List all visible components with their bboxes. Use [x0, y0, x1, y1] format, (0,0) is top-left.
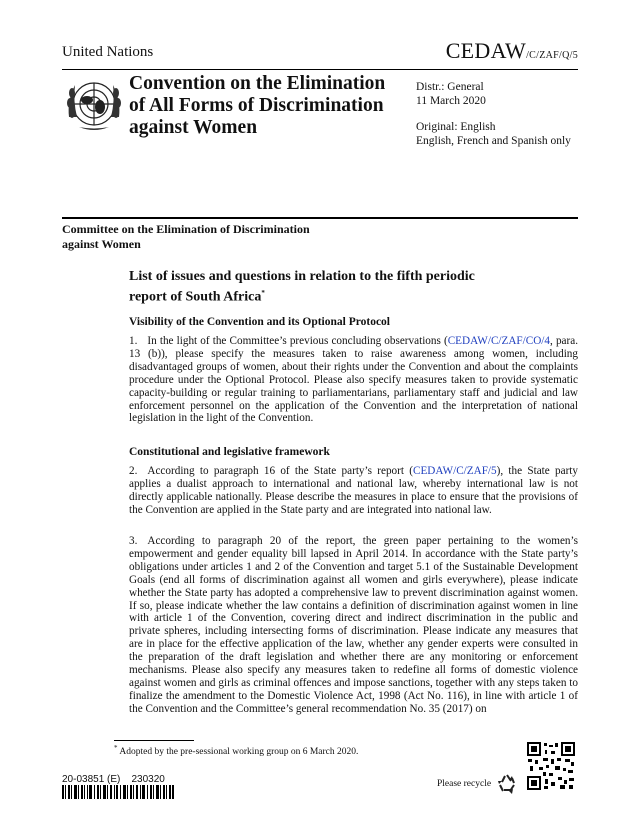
footnote	[114, 744, 358, 757]
document-link[interactable]: CEDAW/C/ZAF/5	[412, 465, 497, 477]
title-line-2: of All Forms of Discrimination	[129, 95, 384, 116]
paragraph-1	[129, 335, 578, 425]
document-title-line-1: List of issues and questions in relation to the fifth periodic	[129, 269, 475, 284]
distr-date: 11 March 2020	[416, 95, 486, 107]
distribution-block	[416, 80, 571, 148]
title-line-1: Convention on the Elimination	[129, 73, 386, 94]
paragraph-3	[129, 535, 578, 716]
committee-line-2: against Women	[62, 237, 141, 251]
symbol-suffix: /C/ZAF/Q/5	[526, 50, 578, 61]
languages: English, French and Spanish only	[416, 135, 571, 147]
original-language: Original: English	[416, 121, 496, 133]
barcode-icon	[62, 785, 174, 799]
distr-label: Distr.: General	[416, 81, 484, 93]
organization-name: United Nations	[62, 44, 154, 60]
footnote-text: Adopted by the pre-sessional working group on 6 March 2020.	[119, 747, 359, 758]
document-link[interactable]: CEDAW/C/ZAF/CO/4	[447, 335, 551, 347]
recycle-icon	[496, 772, 518, 794]
paragraph-text: , para. 13 (b)), please specify the measures taken to raise awareness among women, including disadvantaged groups of women, about their rights under the Convention and about the complaints procedure under the Optional Protocol. Please also specify measures taken to provide systematic capacity-building or regular training to parliamentarians, parliamentary staff and judicial and law enforcement personnel on the application of the Convention and the interpretation of national legislation in the light of the Convention.	[129, 335, 578, 425]
convention-title	[129, 73, 404, 139]
document-title	[129, 268, 549, 306]
paragraph-text: In the light of the Committee’s previous concluding observations (	[147, 335, 448, 347]
committee-name	[62, 222, 352, 252]
qr-code-icon	[527, 742, 575, 790]
document-symbol	[446, 38, 578, 64]
section-heading-constitutional: Constitutional and legislative framework	[129, 446, 330, 458]
footnote-marker: *	[114, 744, 118, 752]
committee-line-1: Committee on the Elimination of Discrimination	[62, 222, 310, 236]
footnote-rule	[114, 740, 194, 741]
un-emblem-icon	[63, 73, 125, 135]
footnote-marker: *	[261, 289, 265, 297]
paragraph-2	[129, 465, 578, 517]
paragraph-text: According to paragraph 16 of the State party’s report (	[147, 465, 413, 477]
paragraph-number: 1.	[129, 335, 138, 347]
paragraph-number: 3.	[129, 535, 138, 547]
title-line-3: against Women	[129, 117, 258, 138]
job-number: 20-03851 (E) 230320	[62, 774, 165, 785]
header-rule	[62, 69, 578, 70]
section-heading-visibility: Visibility of the Convention and its Optional Protocol	[129, 316, 391, 328]
paragraph-text: ), the State party applies a dualist approach to international and national law, whereby international law is not directly applicable nationally. Please describe the measures in place to ensure that the provisions of the Convention are applied in the State party and are integrated into national law.	[129, 465, 579, 516]
paragraph-number: 2.	[129, 465, 138, 477]
symbol-main: CEDAW	[445, 38, 527, 63]
paragraph-text: According to paragraph 20 of the report, the green paper pertaining to the women’s empowerment and gender equality bill lapsed in April 2014. In accordance with the State party’s obligations under articles 1 and 2 of the Convention and target 5.1 of the Sustainable Development Goals (end all forms of discrimination against all women and girls everywhere), please indicate whether the State party has adopted a comprehensive law to prevent discrimination against women. If so, please indicate whether the law contains a definition of discrimination against women in line with article 1 of the Convention, covering direct and indirect discrimination in the public and private spheres, including intersecting forms of discrimination. Please indicate any measures that are in place for the effective application of the law, whether any gender experts were consulted in the preparation of the draft legislation and whether there are any monitoring or enforcement mechanisms. Please also specify any measures taken to redefine all forms of domestic violence against women and girls as criminal offences and impose sanctions, together with any steps taken to finalize the amendment to the Domestic Violence Act, 1998 (Act No. 116), in line with article 1 of the Convention and the Committee’s general recommendation No. 35 (2017) on	[129, 535, 578, 715]
document-title-line-2: report of South Africa	[129, 289, 262, 305]
recycle-text: Please recycle	[437, 779, 492, 789]
masthead-rule	[62, 217, 578, 219]
